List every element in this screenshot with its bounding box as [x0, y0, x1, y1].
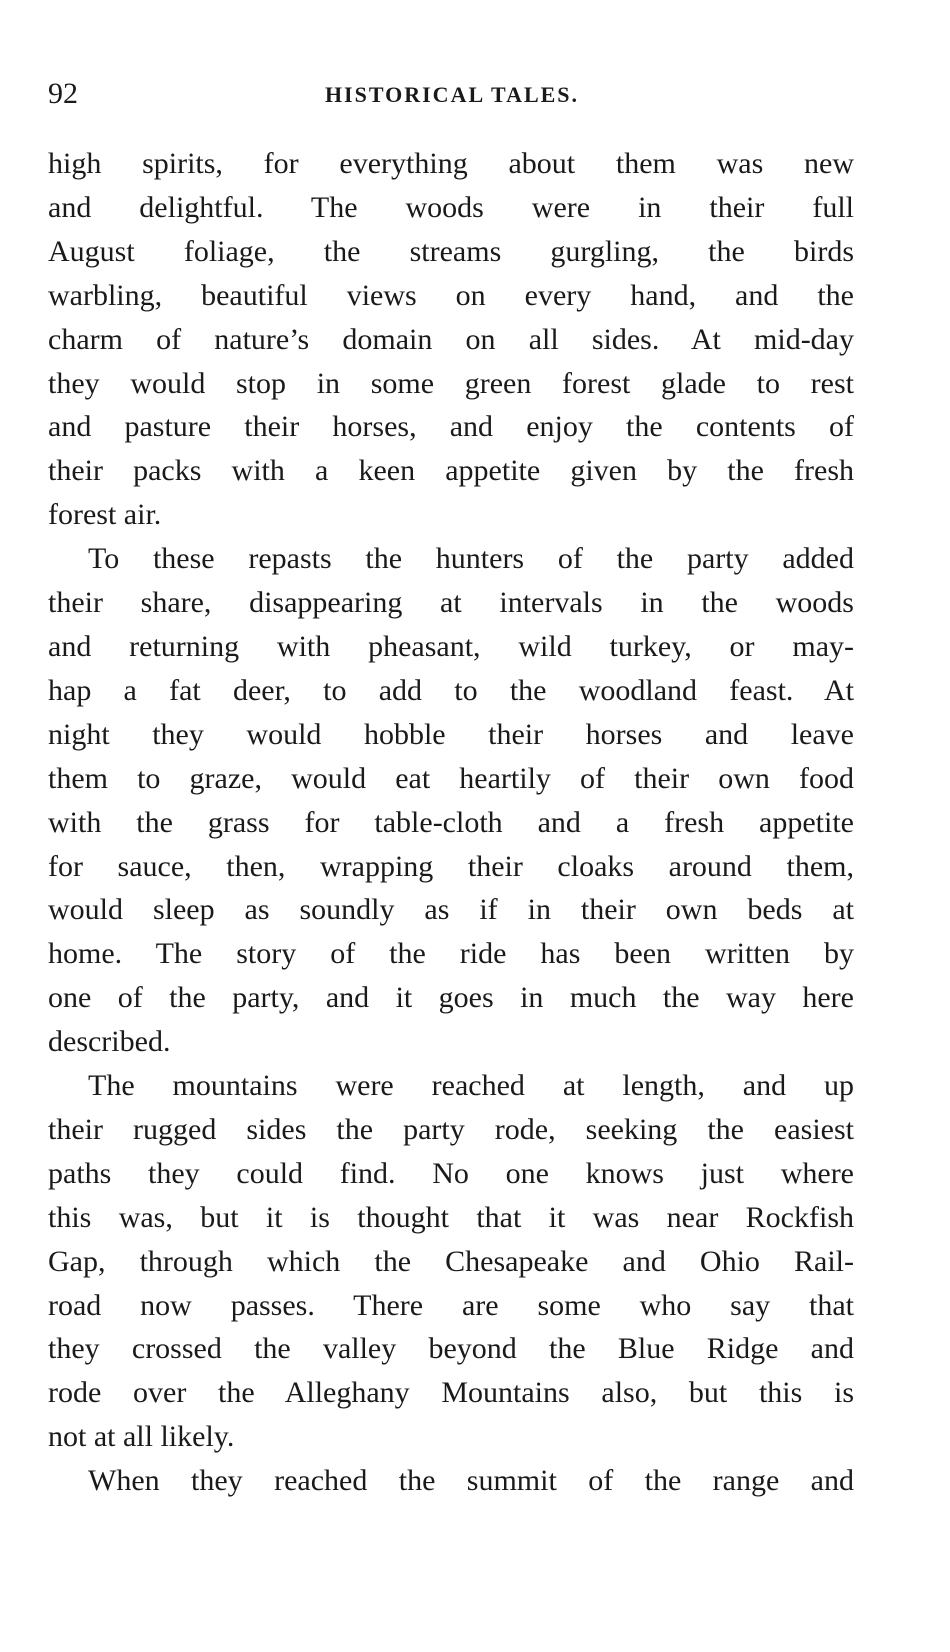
text-line: one of the party, and it goes in much the way here	[48, 981, 854, 1015]
text-line: When they reached the summit of the range and	[88, 1464, 854, 1498]
text-line: and pasture their horses, and enjoy the contents of	[48, 410, 854, 444]
text-line: night they would hobble their horses and leave	[48, 717, 854, 751]
text-line: The mountains were reached at length, and up	[88, 1069, 854, 1103]
text-line: charm of nature’s domain on all sides. At mid-day	[48, 322, 854, 356]
text-line: forest air.	[48, 498, 162, 532]
text-line: with the grass for table-cloth and a fresh appetite	[48, 805, 854, 839]
text-line: rode over the Alleghany Mountains also, but this is	[48, 1376, 854, 1410]
text-line: August foliage, the streams gurgling, the birds	[48, 234, 854, 268]
text-line: them to graze, would eat heartily of their own food	[48, 761, 854, 795]
paragraph-3	[48, 1064, 854, 1459]
text-line: for sauce, then, wrapping their cloaks around them,	[48, 849, 854, 883]
text-line: would sleep as soundly as if in their own beds at	[48, 893, 854, 927]
text-line: road now passes. There are some who say that	[48, 1288, 854, 1322]
paragraph-2	[48, 537, 854, 1064]
text-line: home. The story of the ride has been written by	[48, 937, 854, 971]
text-line: they crossed the valley beyond the Blue Ridge and	[48, 1332, 854, 1366]
text-line: To these repasts the hunters of the party added	[88, 542, 854, 576]
text-line: described.	[48, 1025, 171, 1059]
text-line: high spirits, for everything about them was new	[48, 147, 854, 180]
text-line: not at all likely.	[48, 1420, 235, 1454]
text-line: they would stop in some green forest glade to rest	[48, 366, 854, 400]
text-line: this was, but it is thought that it was near Rockfish	[48, 1200, 854, 1234]
text-line: and delightful. The woods were in their full	[48, 190, 854, 224]
paragraph-4	[48, 1459, 854, 1503]
text-line: warbling, beautiful views on every hand, and the	[48, 278, 854, 312]
text-line: their share, disappearing at intervals in the woods	[48, 586, 854, 620]
paragraph-1	[48, 142, 854, 537]
text-line: their rugged sides the party rode, seeking the easiest	[48, 1112, 854, 1146]
running-head: HISTORICAL TALES.	[324, 82, 580, 107]
text-line: hap a fat deer, to add to the woodland feast. At	[48, 673, 854, 707]
page-header	[48, 76, 856, 116]
text-line: Gap, through which the Chesapeake and Ohio Rail-	[48, 1244, 854, 1278]
text-line: paths they could find. No one knows just where	[48, 1156, 854, 1190]
text-line: and returning with pheasant, wild turkey, or may-	[48, 629, 854, 663]
page-number: 92	[48, 77, 78, 110]
text-line: their packs with a keen appetite given by the fresh	[48, 454, 854, 488]
body-text	[48, 142, 854, 1503]
